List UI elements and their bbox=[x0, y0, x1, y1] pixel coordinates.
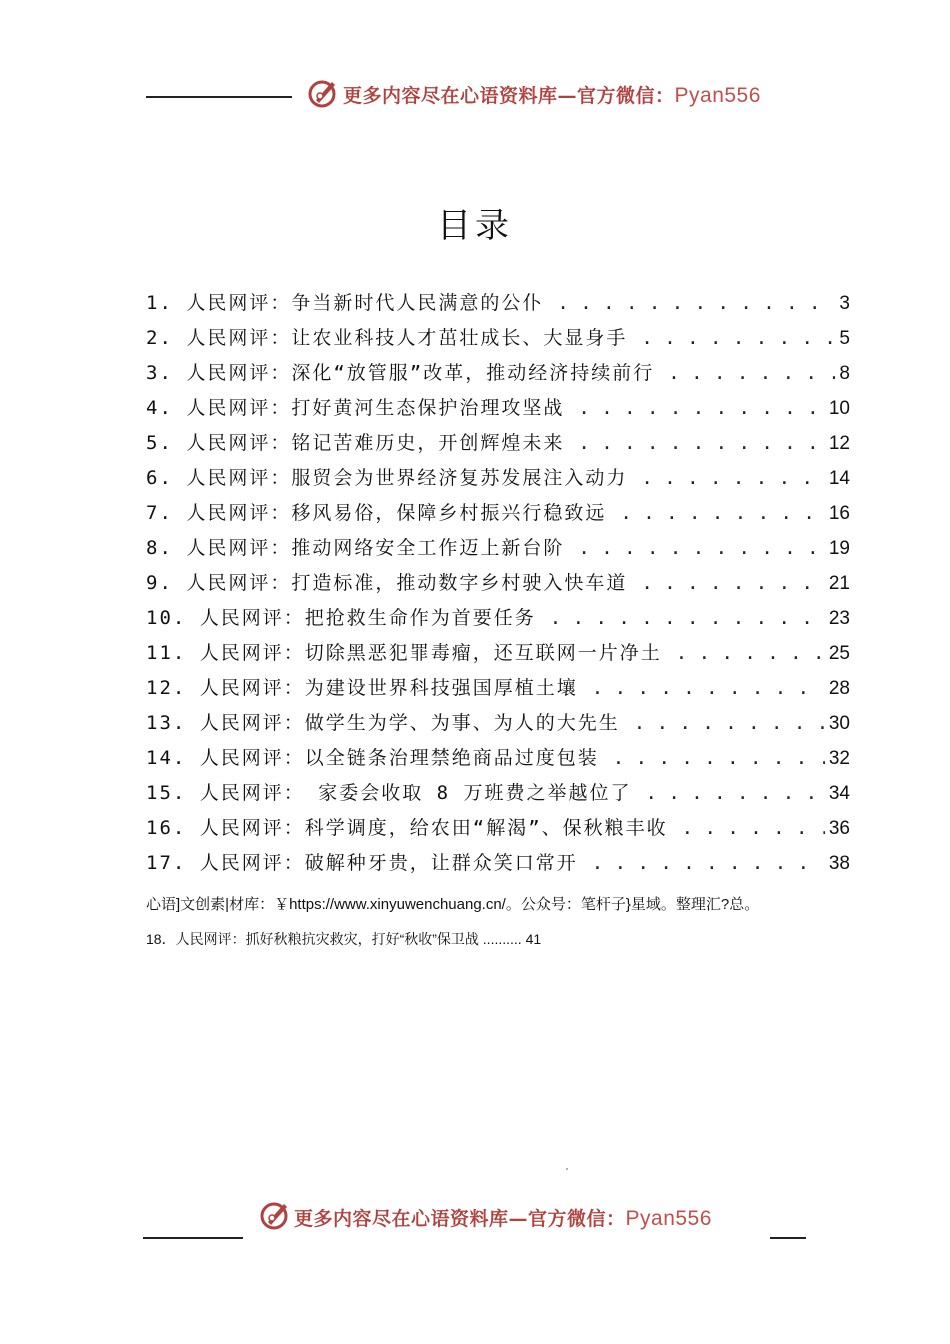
toc-entry-title: 12. 人民网评：为建设世界科技强国厚植土壤 bbox=[146, 677, 578, 699]
toc-leader-dots bbox=[613, 741, 825, 776]
banner-text: 更多内容尽在心语资料库—官方微信： bbox=[294, 1208, 626, 1230]
toc-entry[interactable] bbox=[146, 846, 850, 881]
toc-entry-title: 10. 人民网评：把抢救生命作为首要任务 bbox=[146, 607, 536, 629]
footer-rule-left bbox=[143, 1237, 243, 1239]
header-rule bbox=[146, 96, 292, 98]
toc-leader-dots bbox=[668, 356, 835, 391]
toc-leader-dots bbox=[641, 321, 835, 356]
toc-entry[interactable] bbox=[146, 321, 850, 356]
toc-entry[interactable] bbox=[146, 776, 850, 811]
scan-speck bbox=[566, 1168, 568, 1170]
toc-entry-page: 12 bbox=[828, 433, 850, 454]
toc-leader-dots bbox=[641, 566, 825, 601]
table-of-contents bbox=[146, 286, 850, 881]
quill-seal-logo-icon bbox=[258, 1198, 292, 1232]
banner-text: 更多内容尽在心语资料库—官方微信： bbox=[343, 85, 675, 107]
toc-entry-title: 14. 人民网评：以全链条治理禁绝商品过度包装 bbox=[146, 747, 599, 769]
toc-leader-dots bbox=[578, 426, 825, 461]
toc-entry-page: 8 bbox=[839, 363, 850, 384]
toc-leader-dots bbox=[646, 776, 825, 811]
toc-entry-page: 21 bbox=[828, 573, 850, 594]
toc-entry[interactable] bbox=[146, 496, 850, 531]
toc-entry[interactable] bbox=[146, 356, 850, 391]
toc-entry-title: 16. 人民网评：科学调度，给农田“解渴”、保秋粮丰收 bbox=[146, 817, 668, 839]
toc-leader-dots bbox=[550, 601, 825, 636]
toc-entry-page: 38 bbox=[828, 853, 850, 874]
toc-entry-title: 17. 人民网评：破解种牙贵，让群众笑口常开 bbox=[146, 852, 578, 874]
toc-entry-page: 10 bbox=[828, 398, 850, 419]
toc-entry[interactable] bbox=[146, 671, 850, 706]
toc-entry-title: 9. 人民网评：打造标准，推动数字乡村驶入快车道 bbox=[146, 572, 628, 594]
toc-entry[interactable] bbox=[146, 636, 850, 671]
page-title: 目录 bbox=[437, 206, 513, 246]
footer-banner-text bbox=[294, 1204, 712, 1231]
toc-entry-page: 19 bbox=[828, 538, 850, 559]
toc-entry-18[interactable]: 18．人民网评：抓好秋粮抗灾救灾，打好“秋收”保卫战 .......... 41 bbox=[146, 931, 542, 947]
toc-entry-page: 25 bbox=[828, 643, 850, 664]
header-banner bbox=[0, 74, 950, 114]
header-banner-text bbox=[343, 81, 761, 108]
toc-entry[interactable] bbox=[146, 426, 850, 461]
banner-wechat-id: Pyan556 bbox=[674, 84, 761, 107]
toc-leader-dots bbox=[634, 706, 825, 741]
toc-entry-title: 11. 人民网评：切除黑恶犯罪毒瘤，还互联网一片净土 bbox=[146, 642, 662, 664]
toc-leader-dots bbox=[578, 531, 825, 566]
footer-rule-right bbox=[770, 1237, 806, 1239]
toc-leader-dots bbox=[578, 391, 825, 426]
toc-entry-page: 5 bbox=[839, 328, 850, 349]
toc-leader-dots bbox=[682, 811, 825, 846]
toc-entry[interactable] bbox=[146, 286, 850, 321]
toc-entry-page: 3 bbox=[839, 293, 850, 314]
toc-entry[interactable] bbox=[146, 391, 850, 426]
toc-entry[interactable] bbox=[146, 531, 850, 566]
footer-banner bbox=[0, 1196, 950, 1236]
toc-leader-dots bbox=[592, 846, 825, 881]
toc-entry-title: 8. 人民网评：推动网络安全工作迈上新台阶 bbox=[146, 537, 565, 559]
toc-entry[interactable] bbox=[146, 741, 850, 776]
toc-leader-dots bbox=[676, 636, 825, 671]
toc-leader-dots bbox=[641, 461, 825, 496]
toc-entry[interactable] bbox=[146, 706, 850, 741]
banner-wechat-id: Pyan556 bbox=[625, 1207, 712, 1230]
toc-entry-page: 14 bbox=[828, 468, 850, 489]
toc-entry-page: 32 bbox=[828, 748, 850, 769]
toc-entry-title: 7. 人民网评：移风易俗，保障乡村振兴行稳致远 bbox=[146, 502, 607, 524]
toc-entry-title: 3. 人民网评：深化“放管服”改革，推动经济持续前行 bbox=[146, 362, 655, 384]
toc-entry-page: 16 bbox=[828, 503, 850, 524]
toc-entry[interactable] bbox=[146, 601, 850, 636]
toc-entry-page: 36 bbox=[828, 818, 850, 839]
toc-entry-page: 30 bbox=[828, 713, 850, 734]
toc-entry-page: 34 bbox=[828, 783, 850, 804]
toc-entry-page: 28 bbox=[828, 678, 850, 699]
toc-entry[interactable] bbox=[146, 566, 850, 601]
toc-entry-title: 5. 人民网评：铭记苦难历史，开创辉煌未来 bbox=[146, 432, 565, 454]
toc-entry[interactable] bbox=[146, 811, 850, 846]
toc-entry-title: 2. 人民网评：让农业科技人才茁壮成长、大显身手 bbox=[146, 327, 628, 349]
toc-entry-page: 23 bbox=[828, 608, 850, 629]
toc-entry-title: 15. 人民网评： 家委会收取 8 万班费之举越位了 bbox=[146, 782, 632, 804]
quill-seal-logo-icon bbox=[306, 76, 340, 110]
toc-entry-title: 1. 人民网评：争当新时代人民满意的公仆 bbox=[146, 292, 544, 314]
toc-entry[interactable] bbox=[146, 461, 850, 496]
toc-entry-title: 13. 人民网评：做学生为学、为事、为人的大先生 bbox=[146, 712, 620, 734]
toc-leader-dots bbox=[557, 286, 835, 321]
toc-leader-dots bbox=[592, 671, 825, 706]
toc-entry-title: 6. 人民网评：服贸会为世界经济复苏发展注入动力 bbox=[146, 467, 628, 489]
toc-leader-dots bbox=[620, 496, 825, 531]
source-note: 心语]文创素|材库：￥https://www.xinyuwenchuang.cn/。公众号：笔杆子}星域。整理汇?总。 bbox=[146, 896, 760, 913]
toc-entry-title: 4. 人民网评：打好黄河生态保护治理攻坚战 bbox=[146, 397, 565, 419]
